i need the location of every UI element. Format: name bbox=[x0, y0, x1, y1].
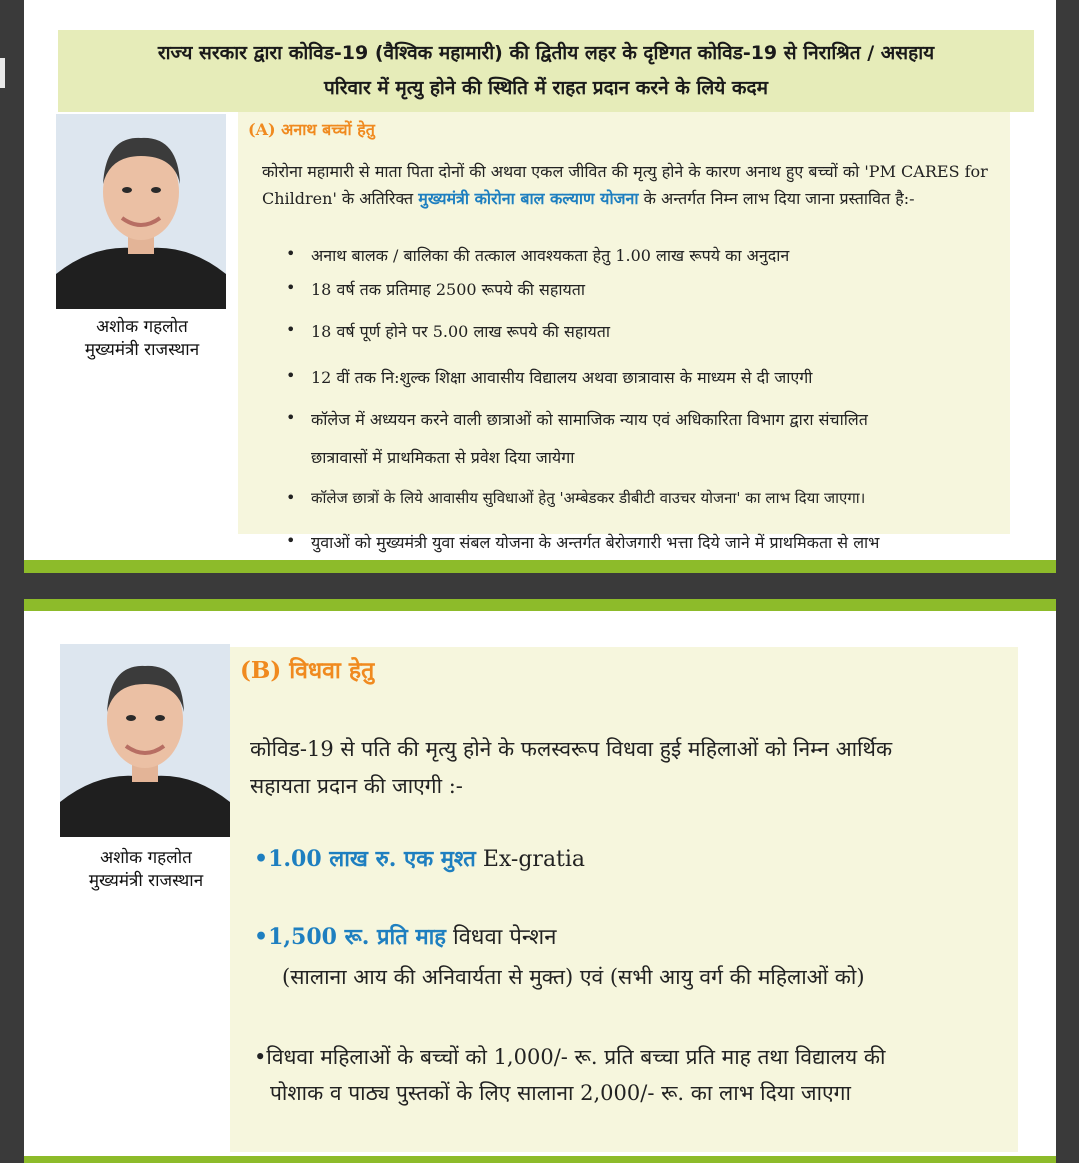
bullet-b-2: •1,500 रू. प्रति माह विधवा पेन्शन bbox=[254, 924, 557, 950]
page-headline bbox=[58, 30, 1034, 112]
scheme-name: मुख्यमंत्री कोरोना बाल कल्याण योजना bbox=[418, 189, 639, 208]
intro-text-pre: कोरोना महामारी से माता पिता दोनों की अथवा एकल जीवित की मृत्यु होने के कारण अनाथ हुए बच्चों को 'PM CARES for Children' के अतिरिक्त bbox=[262, 162, 988, 208]
bullet-b-2-cont: (सालाना आय की अनिवार्यता से मुक्त) एवं (सभी आयु वर्ग की महिलाओं को) bbox=[282, 965, 865, 989]
bullet-b-3-cont: पोशाक व पाठ्य पुस्तकों के लिए सालाना 2,000/- रू. का लाभ दिया जाएगा bbox=[270, 1081, 851, 1105]
section-b-heading: (B) विधवा हेतु bbox=[240, 657, 375, 684]
person-title: मुख्यमंत्री राजस्थान bbox=[84, 340, 200, 360]
section-b-intro-line-1: कोविड-19 से पति की मृत्यु होने के फलस्वरूप विधवा हुई महिलाओं को निम्न आर्थिक bbox=[250, 737, 893, 761]
edge-strip bbox=[0, 58, 5, 88]
headline-line-2: परिवार में मृत्यु होने की स्थिति में राहत प्रदान करने के लिये कदम bbox=[324, 77, 768, 99]
section-b-intro bbox=[250, 731, 892, 805]
section-b-panel bbox=[230, 647, 1018, 1152]
section-a-panel: (A) अनाथ बच्चों हेतु कोरोना महामारी से माता पिता दोनों की अथवा एकल जीवित की मृत्यु होने के कारण अनाथ हुए बच्चों को 'PM CARES for Children' के अतिरिक्त मुख्यमंत्री कोरोना बाल कल्याण योजना के अन्तर्गत निम्न लाभ दिया जाना प्रस्तावित है:- • अनाथ बालक / बालिका की तत्काल आवश्यकता हेतु 1.00 लाख रूपये का अनुदान • 18 वर्ष तक प्रतिमाह 2500 रूपये की सहायता • 18 वर्ष पूर्ण होने पर 5.00 लाख रूपये की सहायता • 12 वीं तक नि:शुल्क शिक्षा आवासीय विद्यालय अथवा छात्रावास के माध्यम से दी जाएगी • कॉलेज में अध्ययन करने वाली छात्राओं को सामाजिक न्याय एवं अधिकारिता विभाग द्वारा संचालित छात्रावासों में प्राथमिकता से प्रवेश दिया जायेगा • कॉलेज छात्रों के लिये आवासीय सुविधाओं हेतु 'अम्बेडकर डीबीटी वाउचर योजना' का लाभ दिया जाएगा। bbox=[238, 112, 1010, 534]
person-name-b: अशोक गहलोत bbox=[100, 848, 192, 868]
bullet-b-3: •विधवा महिलाओं के बच्चों को 1,000/- रू. प्रति बच्चा प्रति माह तथा विद्यालय की bbox=[254, 1045, 886, 1069]
card-widows bbox=[24, 599, 1056, 1163]
headline-line-1: राज्य सरकार द्वारा कोविड-19 (वैश्विक महामारी) की द्वितीय लहर के दृष्टिगत कोविड-19 से निराश्रित / असहाय bbox=[157, 42, 935, 64]
portrait-photo bbox=[56, 114, 226, 309]
card-orphan-children bbox=[24, 0, 1056, 573]
section-a-intro bbox=[262, 158, 1002, 212]
portrait-photo-b bbox=[60, 644, 230, 837]
section-a-heading: (A) अनाथ बच्चों हेतु bbox=[248, 120, 375, 139]
card-a-body: राज्य सरकार द्वारा कोविड-19 (वैश्विक महामारी) की द्वितीय लहर के दृष्टिगत कोविड-19 से निराश्रित / असहाय परिवार में मृत्यु होने की स्थिति में राहत प्रदान करने के लिये कदम अशोक गहलोत मुख्यमंत्री राजस्थान (A) अनाथ बच्चों हेतु कोरोना महामारी से माता पिता दोनों की अथवा एकल जीवित की मृत्यु होने के कारण अनाथ हुए बच्चों को 'PM CARES for Children' के अतिरिक्त मुख्यमंत्री कोरोना बाल कल्याण योजना के अन्तर्गत निम्न लाभ दिया जाना प्रस्तावित है:- • अनाथ बालक / बालिका की तत्काल आवश्यकता हेतु 1.00 लाख रूपये का अनुदान • 18 वर्ष तक प्रतिमाह 2500 रूपये की सहायता • 18 वर्ष पूर्ण होने पर 5.00 लाख रूपये की सहायता • 12 वीं तक नि:शुल्क शिक्षा आवासीय विद्यालय अथवा छात्रावास के माध्यम से दी जाएगी • कॉलेज में अध्ययन करने वाली छात्राओं को सामाजिक न्याय एवं अधिकारिता विभाग द्वारा संचालित छात्रावासों में प्राथमिकता से प्रवेश दिया जायेगा • कॉलेज छात्रों के लिये आवासीय सुविधाओं हेतु 'अम्बेडकर डीबीटी वाउचर योजना' का लाभ दिया जाएगा। • युवाओं को मुख्यमंत्री युवा संबल योजना के अन्तर्गत बेरोजगारी भत्ता दिये जाने में प्राथमिकता से लाभ bbox=[24, 0, 1056, 560]
person-title-b: मुख्यमंत्री राजस्थान bbox=[88, 871, 204, 891]
intro-text-post: के अन्तर्गत निम्न लाभ दिया जाना प्रस्तावित है:- bbox=[643, 189, 915, 208]
portrait-caption bbox=[54, 316, 230, 362]
card-b-body bbox=[24, 611, 1056, 1156]
bullet-b-1: •1.00 लाख रु. एक मुश्त Ex-gratia bbox=[254, 846, 586, 872]
portrait-caption-b bbox=[58, 847, 234, 893]
portrait-illustration bbox=[56, 114, 226, 309]
person-name: अशोक गहलोत bbox=[96, 317, 188, 337]
portrait-illustration-b bbox=[60, 644, 230, 837]
section-b-intro-line-2: सहायता प्रदान की जाएगी :- bbox=[250, 774, 463, 798]
